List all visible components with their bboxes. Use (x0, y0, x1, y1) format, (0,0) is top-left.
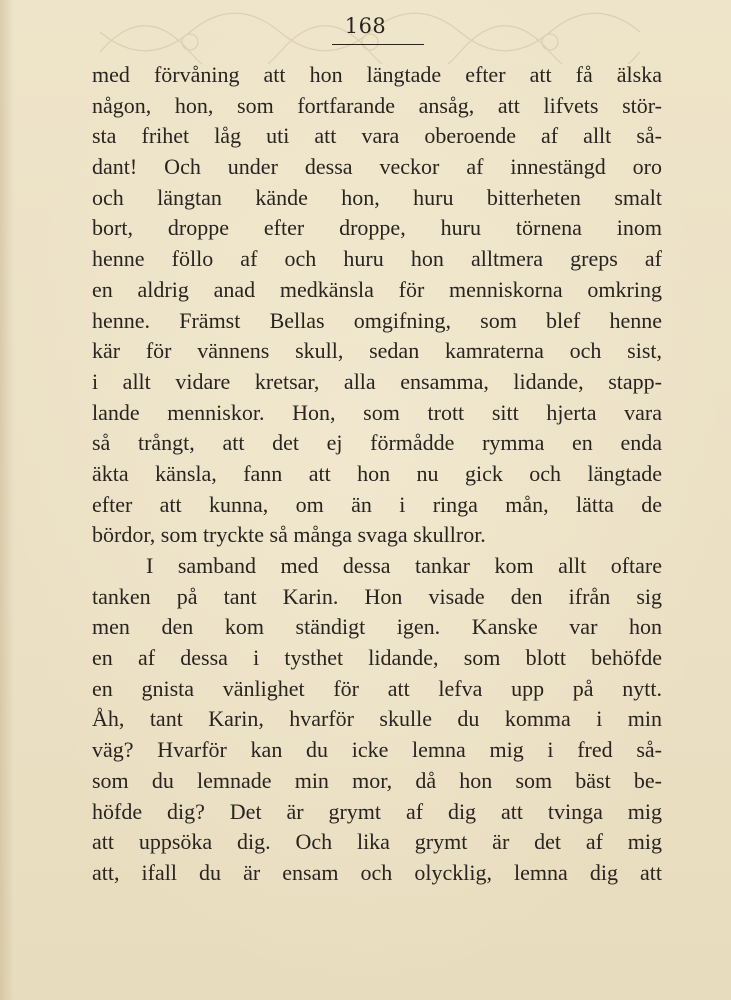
text-line: henne föllo af och huru hon alltmera greps af (92, 246, 662, 272)
text-line: äkta känsla, fann att hon nu gick och längtade (92, 460, 662, 486)
text-line: lande menniskor. Hon, som trott sitt hjerta vara (92, 399, 662, 425)
text-line: kär för vännens skull, sedan kamraterna och sist, (92, 338, 662, 364)
text-line: i allt vidare kretsar, alla ensamma, lidande, stapp- (92, 368, 662, 394)
header-rule (332, 44, 424, 45)
page-edge-shadow (0, 0, 14, 1000)
text-line: tanken på tant Karin. Hon visade den ifrån sig (92, 583, 662, 609)
body-text (92, 60, 662, 889)
text-line: bort, droppe efter droppe, huru törnena inom (92, 215, 662, 241)
text-line: bördor, som tryckte så många svaga skullror. (92, 522, 486, 548)
text-line: en aldrig anad medkänsla för menniskorna omkring (92, 276, 662, 302)
text-line: och längtan kände hon, huru bitterheten smalt (92, 184, 662, 210)
text-line: väg? Hvarför kan du icke lemna mig i fred så- (92, 737, 662, 763)
text-line: någon, hon, som fortfarande ansåg, att lifvets stör- (92, 92, 662, 118)
text-line: I samband med dessa tankar kom allt oftare (146, 553, 662, 578)
text-line: en af dessa i tysthet lidande, som blott behöfde (92, 645, 662, 671)
text-line: höfde dig? Det är grymt af dig att tvinga mig (92, 798, 662, 824)
text-line: sta frihet låg uti att vara oberoende af allt så- (92, 123, 662, 149)
text-line: så trångt, att det ej förmådde rymma en enda (92, 430, 662, 456)
text-line: att uppsöka dig. Och lika grymt är det af mig (92, 829, 662, 855)
text-line: men den kom ständigt igen. Kanske var hon (92, 614, 662, 640)
text-line: att, ifall du är ensam och olycklig, lemna dig att (92, 859, 662, 885)
text-line: en gnista vänlighet för att lefva upp på nytt. (92, 675, 662, 701)
text-line: henne. Främst Bellas omgifning, som blef henne (92, 307, 662, 333)
text-line: som du lemnade min mor, då hon som bäst be- (92, 767, 662, 793)
page-number: 168 (344, 14, 387, 38)
text-line: dant! Och under dessa veckor af innestängd oro (92, 154, 662, 180)
text-line: Åh, tant Karin, hvarför skulle du komma i min (92, 706, 662, 732)
text-line: efter att kunna, om än i ringa mån, lätta de (92, 491, 662, 517)
text-line: med förvåning att hon längtade efter att få älska (92, 62, 662, 87)
